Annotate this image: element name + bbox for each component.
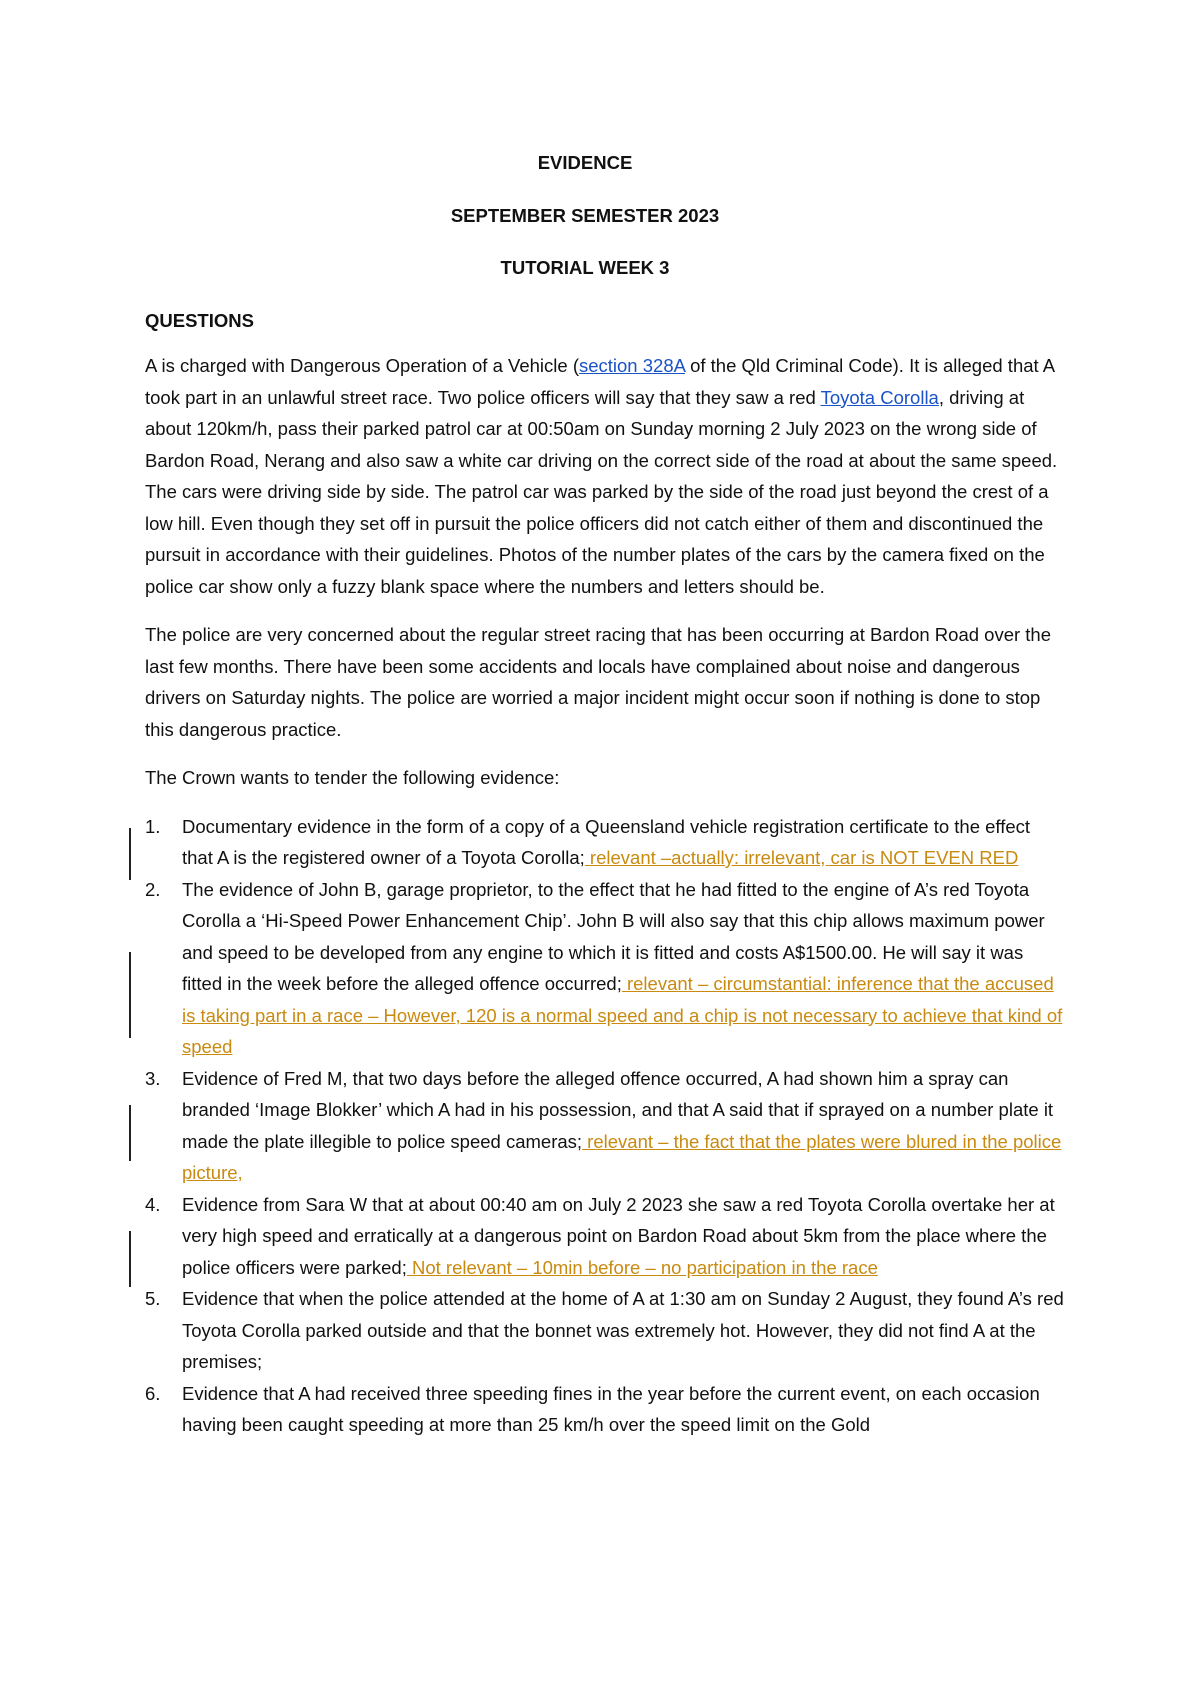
tutorial-title: TUTORIAL WEEK 3 <box>500 257 670 278</box>
scenario-text-2: of the Qld Criminal Code). It is alleged that A took part in an unlawful street race. Two police officers will say that they saw a red <box>145 355 1055 408</box>
item-number: 3. <box>145 1067 161 1089</box>
semester-title: SEPTEMBER SEMESTER 2023 <box>450 204 720 226</box>
change-bar <box>129 1105 131 1161</box>
evidence-text: Evidence that A had received three speeding fines in the year before the current event, on each occasion having been caught speeding at more than 25 km/h over the speed limit on the Gold <box>182 1382 1040 1435</box>
reviewer-annotation: relevant –actually: irrelevant, car is NOT EVEN RED <box>584 847 1019 868</box>
evidence-item-6 <box>145 1378 1065 1441</box>
evidence-item-3 <box>145 1063 1065 1189</box>
scenario-paragraph <box>145 350 1065 602</box>
change-bar <box>129 1231 131 1287</box>
reviewer-annotation: Not relevant – 10min before – no participation in the race <box>406 1256 878 1278</box>
evidence-text: The evidence of John B, garage proprietor, to the effect that he had fitted to the engine of A’s red Toyota Corolla a ‘Hi-Speed Power Enhancement Chip’. John B will also say that this chip allows maximum power and speed to be developed from any engine to which it is fitted and costs A$1500.00. He will say it was fitted in the week before the alleged offence occurred; <box>182 878 1045 994</box>
evidence-text: Evidence from Sara W that at about 00:40 am on July 2 2023 she saw a red Toyota Corolla overtake her at very high speed and erratically at a dangerous point on Bardon Road about 5km from the place where the police officers were parked; <box>182 1193 1055 1278</box>
item-number: 1. <box>145 815 161 837</box>
item-number: 2. <box>145 878 161 900</box>
document-body <box>145 147 1065 1441</box>
item-number: 5. <box>145 1288 161 1309</box>
reviewer-annotation: relevant – circumstantial: inference that the accused is taking part in a race – However, 120 is a normal speed and a chip is not necessary to achieve that kind of speed <box>182 973 1063 1057</box>
questions-heading: QUESTIONS <box>145 309 254 331</box>
evidence-text: Evidence of Fred M, that two days before the alleged offence occurred, A had shown him a spray can branded ‘Image Blokker’ which A had in his possession, and that A said that if sprayed on a number plate it made the plate illegible to police speed cameras; <box>182 1067 1054 1152</box>
evidence-text: Documentary evidence in the form of a copy of a Queensland vehicle registration certificate to the effect that A is the registered owner of a Toyota Corolla; <box>182 815 1031 868</box>
change-bar <box>129 952 131 1038</box>
evidence-item-2 <box>145 874 1065 1063</box>
evidence-item-4 <box>145 1189 1065 1284</box>
scenario-text-1: A is charged with Dangerous Operation of a Vehicle ( <box>145 355 579 376</box>
evidence-item-1 <box>145 811 1065 874</box>
course-title: EVIDENCE <box>537 152 633 173</box>
section-328a-link[interactable]: section 328A <box>578 355 685 376</box>
item-number: 4. <box>145 1193 161 1215</box>
change-bar <box>129 828 131 880</box>
evidence-text: Evidence that when the police attended at the home of A at 1:30 am on Sunday 2 August, they found A’s red Toyota Corolla parked outside and that the bonnet was extremely hot. However, they did not find A at the premises; <box>182 1288 1064 1372</box>
crown-evidence-intro: The Crown wants to tender the following evidence: <box>145 767 560 788</box>
evidence-list <box>145 811 1065 1441</box>
item-number: 6. <box>145 1382 161 1404</box>
police-concern-paragraph: The police are very concerned about the regular street racing that has been occurring at Bardon Road over the last few months. There have been some accidents and locals have complained about noise and dangerous drivers on Saturday nights. The police are worried a major incident might occur soon if nothing is done to stop this dangerous practice. <box>145 624 1052 740</box>
toyota-corolla-link[interactable]: Toyota Corolla <box>820 386 939 408</box>
reviewer-annotation: relevant – the fact that the plates were blured in the police picture, <box>182 1130 1062 1183</box>
evidence-item-5 <box>145 1283 1065 1378</box>
scenario-text-3: , driving at about 120km/h, pass their parked patrol car at 00:50am on Sunday morning 2 July 2023 on the wrong side of Bardon Road, Nerang and also saw a white car driving on the correct side of the road at about the same speed. The cars were driving side by side. The patrol car was parked by the side of the road just beyond the crest of a low hill. Even though they set off in pursuit the police officers did not catch either of them and discontinued the pursuit in accordance with their guidelines. Photos of the number plates of the cars by the camera fixed on the police car show only a fuzzy blank space where the numbers and letters should be. <box>145 386 1058 597</box>
